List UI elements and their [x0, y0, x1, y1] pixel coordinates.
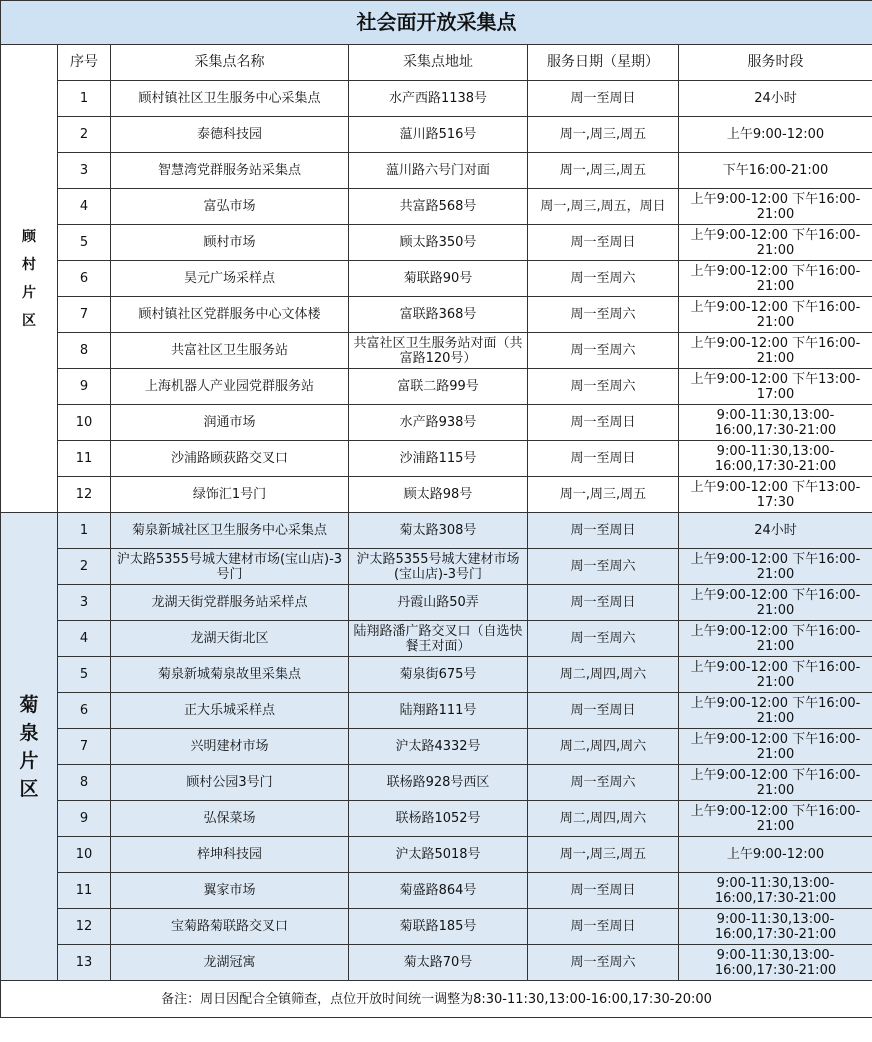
cell-hours: 上午9:00-12:00 下午16:00-21:00	[679, 585, 872, 621]
cell-index: 12	[58, 909, 111, 945]
cell-address: 丹霞山路50弄	[349, 585, 528, 621]
cell-name: 润通市场	[111, 405, 349, 441]
cell-index: 12	[58, 477, 111, 513]
column-header: 序号	[58, 45, 111, 81]
cell-hours: 上午9:00-12:00 下午16:00-21:00	[679, 297, 872, 333]
cell-index: 7	[58, 297, 111, 333]
cell-days: 周一,周三,周五，周日	[528, 189, 679, 225]
table-row	[1, 693, 872, 729]
cell-hours: 上午9:00-12:00 下午13:00-17:00	[679, 369, 872, 405]
cell-index: 10	[58, 837, 111, 873]
cell-name: 菊泉新城菊泉故里采集点	[111, 657, 349, 693]
cell-index: 13	[58, 945, 111, 981]
note-row	[1, 981, 872, 1018]
cell-hours: 上午9:00-12:00 下午16:00-21:00	[679, 729, 872, 765]
cell-hours: 上午9:00-12:00 下午16:00-21:00	[679, 333, 872, 369]
table-row	[1, 441, 872, 477]
cell-name: 龙湖冠寓	[111, 945, 349, 981]
cell-name: 沙浦路顾荻路交叉口	[111, 441, 349, 477]
table-row	[1, 477, 872, 513]
table-row	[1, 81, 872, 117]
cell-hours: 上午9:00-12:00	[679, 837, 872, 873]
table-row	[1, 837, 872, 873]
cell-index: 8	[58, 333, 111, 369]
table-row	[1, 765, 872, 801]
table-row	[1, 729, 872, 765]
cell-name: 兴明建材市场	[111, 729, 349, 765]
cell-index: 1	[58, 513, 111, 549]
cell-name: 泰德科技园	[111, 117, 349, 153]
cell-hours: 上午9:00-12:00 下午13:00-17:30	[679, 477, 872, 513]
table-row	[1, 225, 872, 261]
cell-index: 1	[58, 81, 111, 117]
cell-index: 11	[58, 873, 111, 909]
cell-days: 周一至周日	[528, 225, 679, 261]
cell-address: 沪太路5355号城大建材市场(宝山店)-3号门	[349, 549, 528, 585]
cell-days: 周一至周六	[528, 369, 679, 405]
column-header: 采集点地址	[349, 45, 528, 81]
cell-index: 2	[58, 549, 111, 585]
cell-index: 3	[58, 153, 111, 189]
cell-address: 联杨路1052号	[349, 801, 528, 837]
cell-address: 菊联路185号	[349, 909, 528, 945]
cell-hours: 上午9:00-12:00 下午16:00-21:00	[679, 261, 872, 297]
cell-days: 周一至周日	[528, 693, 679, 729]
table-row	[1, 585, 872, 621]
cell-address: 菊太路70号	[349, 945, 528, 981]
cell-hours: 上午9:00-12:00 下午16:00-21:00	[679, 801, 872, 837]
table-row	[1, 657, 872, 693]
cell-hours: 9:00-11:30,13:00-16:00,17:30-21:00	[679, 945, 872, 981]
cell-days: 周一至周日	[528, 873, 679, 909]
cell-name: 梓坤科技园	[111, 837, 349, 873]
cell-address: 菊泉街675号	[349, 657, 528, 693]
cell-days: 周一至周六	[528, 549, 679, 585]
cell-days: 周一至周六	[528, 261, 679, 297]
cell-days: 周一,周三,周五	[528, 477, 679, 513]
cell-index: 8	[58, 765, 111, 801]
cell-name: 翼家市场	[111, 873, 349, 909]
cell-name: 顾村市场	[111, 225, 349, 261]
cell-address: 菊盛路864号	[349, 873, 528, 909]
region-label: 顾 村 片 区	[1, 45, 58, 513]
table-row	[1, 621, 872, 657]
cell-days: 周一至周六	[528, 945, 679, 981]
cell-name: 上海机器人产业园党群服务站	[111, 369, 349, 405]
cell-days: 周一至周日	[528, 405, 679, 441]
column-header: 服务日期（星期）	[528, 45, 679, 81]
cell-hours: 上午9:00-12:00 下午16:00-21:00	[679, 549, 872, 585]
table-row	[1, 549, 872, 585]
cell-index: 11	[58, 441, 111, 477]
column-header: 采集点名称	[111, 45, 349, 81]
cell-index: 7	[58, 729, 111, 765]
cell-address: 富联二路99号	[349, 369, 528, 405]
footnote: 备注：周日因配合全镇筛查，点位开放时间统一调整为8:30-11:30,13:00-16:00,17:30-20:00	[1, 981, 872, 1018]
cell-name: 顾村镇社区党群服务中心文体楼	[111, 297, 349, 333]
cell-address: 蕰川路六号门对面	[349, 153, 528, 189]
cell-name: 龙湖天街党群服务站采样点	[111, 585, 349, 621]
cell-hours: 上午9:00-12:00	[679, 117, 872, 153]
cell-index: 10	[58, 405, 111, 441]
table-row	[1, 117, 872, 153]
cell-index: 9	[58, 801, 111, 837]
cell-hours: 9:00-11:30,13:00-16:00,17:30-21:00	[679, 873, 872, 909]
cell-hours: 24小时	[679, 81, 872, 117]
cell-hours: 9:00-11:30,13:00-16:00,17:30-21:00	[679, 441, 872, 477]
cell-address: 菊太路308号	[349, 513, 528, 549]
cell-hours: 24小时	[679, 513, 872, 549]
cell-address: 陆翔路111号	[349, 693, 528, 729]
cell-days: 周二,周四,周六	[528, 657, 679, 693]
cell-days: 周一,周三,周五	[528, 117, 679, 153]
header-row	[1, 45, 872, 81]
cell-hours: 上午9:00-12:00 下午16:00-21:00	[679, 693, 872, 729]
cell-days: 周一至周六	[528, 297, 679, 333]
table-row	[1, 945, 872, 981]
cell-index: 4	[58, 189, 111, 225]
cell-address: 联杨路928号西区	[349, 765, 528, 801]
cell-days: 周一,周三,周五	[528, 837, 679, 873]
cell-days: 周一至周六	[528, 765, 679, 801]
table-row	[1, 405, 872, 441]
table-row	[1, 333, 872, 369]
cell-index: 6	[58, 261, 111, 297]
cell-hours: 上午9:00-12:00 下午16:00-21:00	[679, 189, 872, 225]
cell-name: 绿饰汇1号门	[111, 477, 349, 513]
table-row	[1, 369, 872, 405]
cell-days: 周一至周日	[528, 513, 679, 549]
page-title: 社会面开放采集点	[1, 1, 872, 45]
cell-index: 4	[58, 621, 111, 657]
cell-address: 富联路368号	[349, 297, 528, 333]
cell-address: 沙浦路115号	[349, 441, 528, 477]
cell-address: 沪太路5018号	[349, 837, 528, 873]
cell-name: 顾村镇社区卫生服务中心采集点	[111, 81, 349, 117]
cell-name: 宝菊路菊联路交叉口	[111, 909, 349, 945]
cell-name: 昊元广场采样点	[111, 261, 349, 297]
cell-hours: 上午9:00-12:00 下午16:00-21:00	[679, 225, 872, 261]
cell-days: 周一至周日	[528, 585, 679, 621]
table-row	[1, 801, 872, 837]
cell-address: 顾太路98号	[349, 477, 528, 513]
column-header: 服务时段	[679, 45, 872, 81]
table-row	[1, 261, 872, 297]
cell-index: 2	[58, 117, 111, 153]
cell-days: 周一至周日	[528, 909, 679, 945]
cell-name: 菊泉新城社区卫生服务中心采集点	[111, 513, 349, 549]
cell-name: 弘保菜场	[111, 801, 349, 837]
cell-name: 沪太路5355号城大建材市场(宝山店)-3号门	[111, 549, 349, 585]
cell-name: 正大乐城采样点	[111, 693, 349, 729]
cell-days: 周一,周三,周五	[528, 153, 679, 189]
cell-address: 蕰川路516号	[349, 117, 528, 153]
cell-name: 富弘市场	[111, 189, 349, 225]
cell-address: 水产西路1138号	[349, 81, 528, 117]
cell-days: 周二,周四,周六	[528, 729, 679, 765]
cell-days: 周一至周六	[528, 333, 679, 369]
cell-address: 菊联路90号	[349, 261, 528, 297]
table-row	[1, 153, 872, 189]
cell-hours: 上午9:00-12:00 下午16:00-21:00	[679, 657, 872, 693]
cell-address: 水产路938号	[349, 405, 528, 441]
table-row	[1, 513, 872, 549]
cell-name: 顾村公园3号门	[111, 765, 349, 801]
cell-hours: 9:00-11:30,13:00-16:00,17:30-21:00	[679, 909, 872, 945]
table-row	[1, 297, 872, 333]
cell-index: 6	[58, 693, 111, 729]
cell-hours: 上午9:00-12:00 下午16:00-21:00	[679, 621, 872, 657]
cell-address: 共富社区卫生服务站对面（共富路120号）	[349, 333, 528, 369]
table-row	[1, 189, 872, 225]
cell-address: 沪太路4332号	[349, 729, 528, 765]
cell-days: 周一至周日	[528, 81, 679, 117]
cell-days: 周一至周六	[528, 621, 679, 657]
cell-name: 共富社区卫生服务站	[111, 333, 349, 369]
cell-address: 共富路568号	[349, 189, 528, 225]
cell-name: 智慧湾党群服务站采集点	[111, 153, 349, 189]
table-row	[1, 909, 872, 945]
cell-index: 5	[58, 657, 111, 693]
cell-days: 周一至周日	[528, 441, 679, 477]
region-label: 菊 泉 片 区	[1, 513, 58, 981]
cell-address: 顾太路350号	[349, 225, 528, 261]
cell-index: 3	[58, 585, 111, 621]
cell-hours: 下午16:00-21:00	[679, 153, 872, 189]
table-row	[1, 873, 872, 909]
cell-hours: 9:00-11:30,13:00-16:00,17:30-21:00	[679, 405, 872, 441]
cell-address: 陆翔路潘广路交叉口（自选快餐王对面）	[349, 621, 528, 657]
cell-hours: 上午9:00-12:00 下午16:00-21:00	[679, 765, 872, 801]
cell-index: 9	[58, 369, 111, 405]
cell-name: 龙湖天街北区	[111, 621, 349, 657]
cell-days: 周二,周四,周六	[528, 801, 679, 837]
cell-index: 5	[58, 225, 111, 261]
